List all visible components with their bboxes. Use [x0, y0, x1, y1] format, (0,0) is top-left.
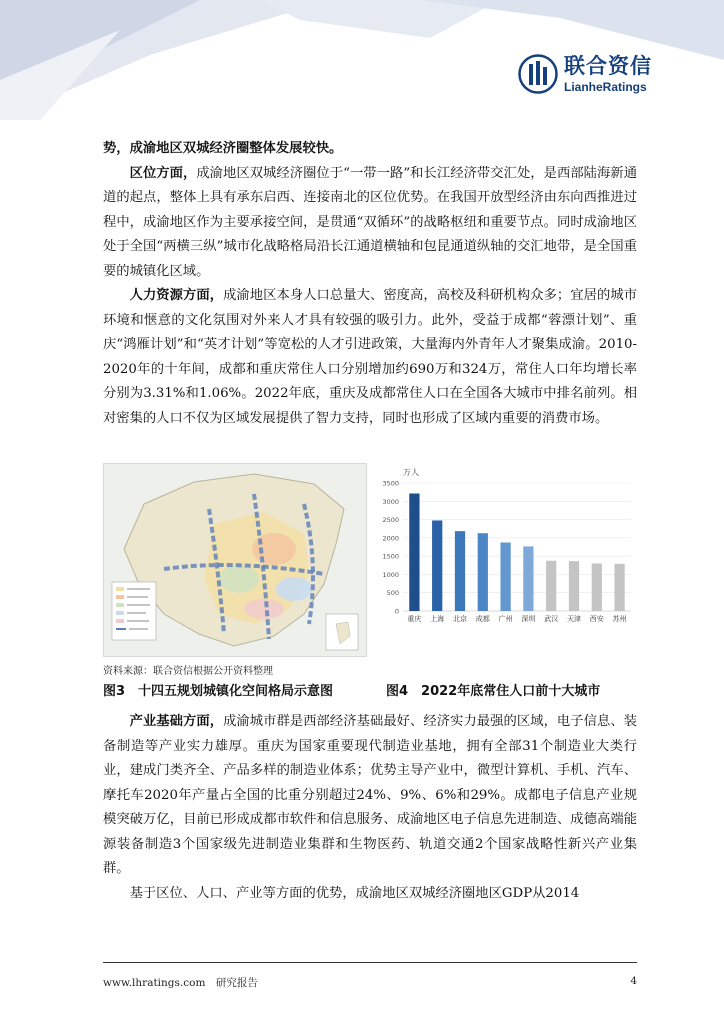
y-tick-label: 1500 [382, 552, 399, 561]
text-location: 成渝地区双城经济圈位于“一带一路”和长江经济带交汇处，是西部陆海新通道的起点，整体上具有承东启西、连接南北的区位优势。在我国开放型经济由东向西推进过程中，成渝地区作为主要承接空间，是贯通“双循环”的战略枢纽和重要节点。同时成渝地区处于全国“两横三纵”城市化战略格局沿长江通道横轴和包昆通道纵轴的交汇地带，是全国重要的城镇化区域。 [103, 165, 637, 279]
chart-canvas [373, 463, 637, 655]
x-tick-label: 重庆 [407, 615, 422, 623]
paragraph-industry [103, 710, 637, 882]
footer-divider [103, 962, 637, 963]
text-industry: 成渝城市群是西部经济基础最好、经济实力最强的区域，电子信息、装备制造等产业实力雄厚。重庆为国家重要现代制造业基地，拥有全部31个制造业大类行业，建成门类齐全、产品多样的制造业体系；优势主导产业中，微型计算机、手机、汽车、摩托车2020年产量占全国的比重分别超过24%、9%、6%和29%。成都电子信息产业规模突破万亿，目前已形成成都市软件和信息服务、成渝地区电子信息先进制造、成德高端能源装备制造3个国家级先进制造业集群和生物医药、轨道交通2个国家战略性新兴产业集群。 [103, 714, 638, 876]
bar-西安 [592, 563, 602, 611]
figure-source-note: 资料来源：联合资信根据公开资料整理 [103, 666, 273, 677]
x-tick-label: 苏州 [612, 615, 627, 623]
x-tick-label: 上海 [430, 615, 445, 623]
urbanization-map-figure [103, 463, 367, 657]
bar-成都 [478, 533, 488, 611]
y-tick-label: 500 [386, 589, 399, 598]
footer-website: www.lhratings.com 研究报告 [103, 977, 258, 989]
paragraph-location [103, 162, 637, 285]
main-text [103, 137, 637, 431]
bar-武汉 [546, 561, 556, 611]
x-tick-label: 成都 [475, 615, 490, 623]
bar-上海 [432, 520, 442, 611]
x-tick-label: 天津 [567, 615, 581, 623]
logo-english-text: LianheRatings [564, 79, 647, 94]
y-tick-label: 2000 [382, 534, 399, 543]
paragraph-human-resources [103, 284, 637, 431]
x-tick-label: 北京 [453, 615, 467, 623]
population-bar-chart [373, 463, 637, 655]
y-tick-label: 0 [394, 607, 399, 616]
bar-北京 [455, 531, 465, 611]
x-tick-label: 深圳 [521, 615, 536, 623]
bar-天津 [569, 561, 579, 611]
page-number: 4 [630, 975, 637, 987]
lianhe-logo-icon [518, 54, 558, 94]
bar-广州 [500, 543, 510, 611]
x-tick-label: 西安 [589, 615, 604, 623]
lead-location: 区位方面， [129, 165, 197, 181]
caption-figure-3: 图3 十四五规划城镇化空间格局示意图 [103, 684, 334, 699]
bar-重庆 [409, 493, 419, 611]
chart-unit-label: 万人 [403, 468, 419, 477]
figures-row [103, 463, 637, 658]
main-text-continued [103, 710, 637, 906]
bar-深圳 [523, 546, 533, 611]
y-tick-label: 2500 [382, 516, 399, 525]
text-human-resources: 成渝地区本身人口总量大、密度高，高校及科研机构众多；宜居的城市环境和惬意的文化氛围对外来人才具有较强的吸引力。此外，受益于成都“蓉漂计划”、重庆“鸿雁计划”和“英才计划”等宽松的人才引进政策，大量海内外青年人才聚集成渝。2010-2020年的十年间，成都和重庆常住人口分别增加约690万和324万，常住人口年均增长率分别为3.31%和1.06%。2022年底，重庆及成都常住人口在全国各大城市中排名前列。相对密集的人口不仅为区域发展提供了智力支持，同时也形成了区域内重要的消费市场。 [103, 288, 638, 426]
x-tick-label: 广州 [498, 615, 513, 623]
caption-figure-4: 图4 2022年底常住人口前十大城市 [386, 684, 601, 699]
y-tick-label: 3000 [382, 497, 399, 506]
paragraph-continuation: 势，成渝地区双城经济圈整体发展较快。 [103, 141, 343, 156]
bar-苏州 [614, 564, 624, 611]
company-logo [518, 54, 652, 94]
paragraph-gdp: 基于区位、人口、产业等方面的优势，成渝地区双城经济圈地区GDP从2014 [129, 885, 580, 901]
x-tick-label: 武汉 [544, 615, 559, 623]
y-tick-label: 1000 [382, 570, 399, 579]
lead-industry: 产业基础方面， [129, 714, 224, 729]
y-tick-label: 3500 [382, 479, 399, 488]
china-map-illustration [104, 464, 366, 656]
logo-chinese-text: 联合资信 [564, 53, 652, 78]
lead-human-resources: 人力资源方面， [129, 288, 224, 303]
